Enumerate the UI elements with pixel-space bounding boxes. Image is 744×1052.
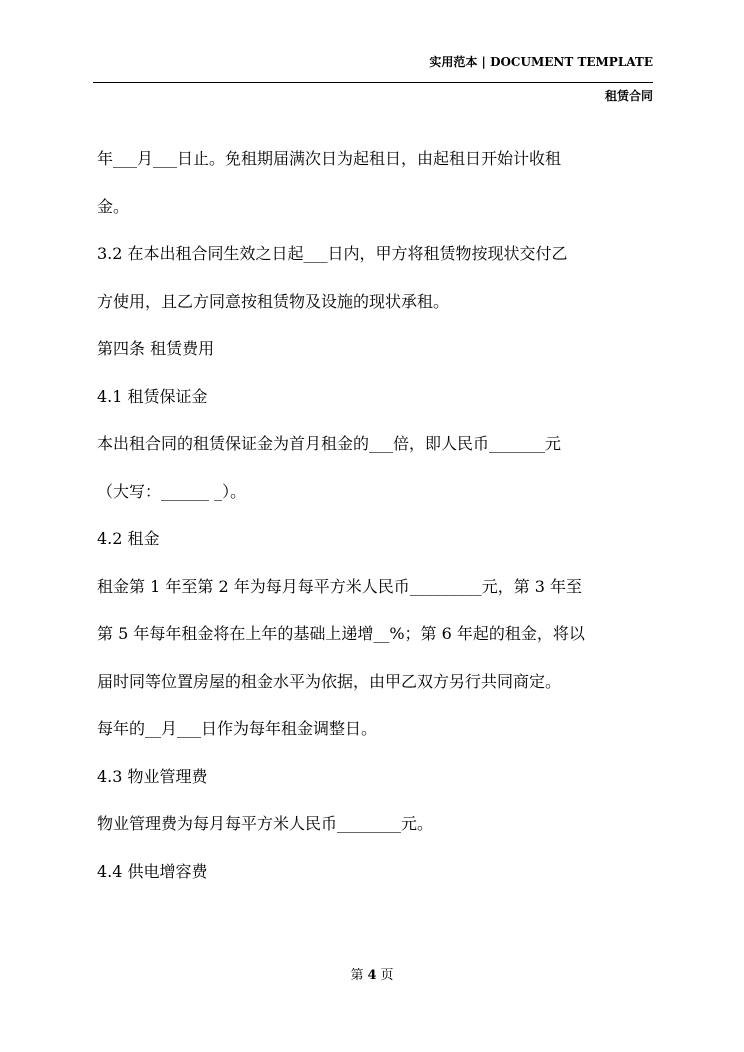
body-line: 方使用，且乙方同意按租赁物及设施的现状承租。	[97, 291, 450, 311]
section-heading: 第四条 租赁费用	[97, 339, 215, 358]
body-line: 届时同等位置房屋的租金水平为依据，由甲乙双方另行共同商定。	[97, 671, 562, 691]
body-line: 物业管理费为每月每平方米人民币________元。	[97, 814, 434, 833]
clause-heading: 4.2 租金	[97, 529, 160, 548]
header-divider	[93, 82, 653, 83]
body-line: 金。	[97, 196, 130, 216]
clause-heading: 4.4 供电增容费	[97, 861, 208, 881]
body-line: 3.2 在本出租合同生效之日起___日内，甲方将租赁物按现状交付乙	[97, 244, 568, 263]
body-line: （大写：______ _）。	[97, 481, 247, 501]
body-line: 本出租合同的租赁保证金为首月租金的___倍，即人民币_______元	[97, 434, 562, 453]
clause-heading: 4.3 物业管理费	[97, 766, 208, 786]
page-footer	[0, 964, 744, 983]
page-number: 4	[367, 968, 377, 983]
header-title: 实用范本 | DOCUMENT TEMPLATE	[429, 55, 653, 69]
contract-body	[97, 135, 657, 895]
header-document-name: 租赁合同	[604, 89, 653, 103]
body-line: 第 5 年每年租金将在上年的基础上递增__%；第 6 年起的租金，将以	[97, 624, 585, 643]
clause-heading: 4.1 租赁保证金	[97, 386, 208, 406]
body-line: 租金第 1 年至第 2 年为每月每平方米人民币_________元，第 3 年至	[97, 576, 583, 596]
footer-prefix: 第	[350, 968, 364, 983]
footer-suffix: 页	[380, 968, 394, 983]
body-line: 年___月___日止。免租期届满次日为起租日，由起租日开始计收租	[97, 149, 562, 168]
body-line: 每年的__月___日作为每年租金调整日。	[97, 719, 378, 738]
